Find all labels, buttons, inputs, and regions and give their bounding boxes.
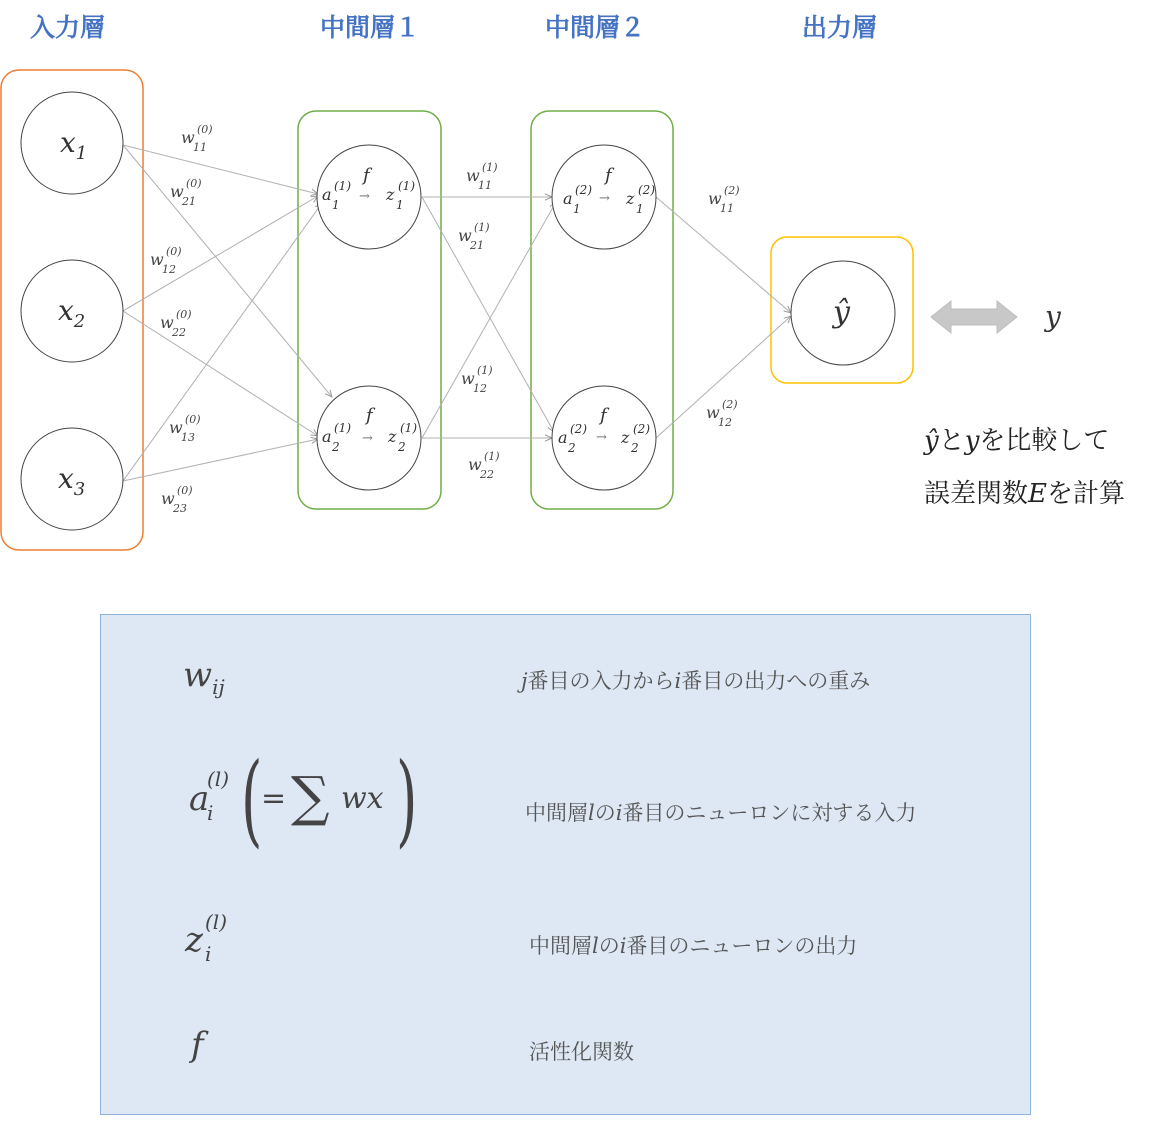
h2-1-a-sup: (2) xyxy=(575,183,592,197)
h1-1-arrow: → xyxy=(359,189,370,204)
edge-x1-h11 xyxy=(123,145,318,194)
weight-w1-12 xyxy=(461,364,493,395)
edge-x2-h12 xyxy=(123,311,318,436)
h2-2-a-label: a xyxy=(558,428,568,447)
node-x1-label: $x_1$ xyxy=(60,126,88,164)
h2-1-z-sup: (2) xyxy=(638,183,655,197)
svg-text:13: 13 xyxy=(181,431,195,444)
svg-text:w: w xyxy=(708,189,722,208)
svg-text:w: w xyxy=(161,489,175,508)
node-yhat-label: ŷ xyxy=(833,295,850,330)
h2-2-z-label: z xyxy=(621,428,630,447)
svg-text:12: 12 xyxy=(162,263,176,276)
h1-2-f-label: f xyxy=(366,405,373,426)
h2-1-a-label: a xyxy=(563,189,573,208)
h1-2-z-sup: (1) xyxy=(400,421,417,435)
svg-text:12: 12 xyxy=(473,382,487,395)
svg-text:(0): (0) xyxy=(197,123,213,136)
legend-z-sup: (l) xyxy=(205,910,228,934)
weight-w0-21 xyxy=(170,177,202,208)
svg-text:(1): (1) xyxy=(482,161,498,174)
svg-text:w: w xyxy=(181,128,195,147)
legend-f-symbol: f xyxy=(191,1025,204,1065)
svg-text:(0): (0) xyxy=(186,177,202,190)
h1-1-f-label: f xyxy=(363,165,370,186)
svg-text:w: w xyxy=(461,369,475,388)
svg-text:11: 11 xyxy=(193,141,207,154)
legend-a-wx: wx xyxy=(341,781,384,816)
svg-text:21: 21 xyxy=(182,195,196,208)
legend-w-description: j番目の入力からi番目の出力への重み xyxy=(521,669,871,693)
svg-text:11: 11 xyxy=(478,179,492,192)
h1-1-z-sub: 1 xyxy=(396,198,404,212)
node-x2-label: $x_2$ xyxy=(58,294,86,332)
h1-1-z-label: z xyxy=(386,185,395,204)
svg-text:22: 22 xyxy=(480,468,494,481)
legend-a-sum: ∑ xyxy=(291,765,330,828)
svg-text:22: 22 xyxy=(172,326,186,339)
svg-text:(0): (0) xyxy=(176,308,192,321)
edge-h12-h21 xyxy=(422,202,556,438)
hidden-layer-2-title: 中間層２ xyxy=(545,13,646,42)
weight-w0-23 xyxy=(161,484,193,515)
h2-2-a-sub: 2 xyxy=(568,441,576,455)
h1-1-a-sup: (1) xyxy=(334,179,351,193)
svg-text:11: 11 xyxy=(720,202,734,215)
weight-w0-13 xyxy=(169,413,201,444)
weight-w2-12 xyxy=(706,398,738,429)
h2-2-arrow: → xyxy=(596,430,607,445)
edge-x3-h12 xyxy=(123,439,318,481)
svg-text:(1): (1) xyxy=(484,450,500,463)
h1-2-a-sup: (1) xyxy=(334,421,351,435)
legend-z-symbol: z xyxy=(185,920,203,960)
legend-z-sub: i xyxy=(205,942,212,966)
note-compare: ŷとyを比較して xyxy=(924,426,1110,456)
svg-text:w: w xyxy=(458,226,472,245)
weight-w0-22 xyxy=(160,308,192,339)
svg-text:(2): (2) xyxy=(722,398,738,411)
svg-text:w: w xyxy=(706,403,720,422)
legend-a-sup: (l) xyxy=(207,767,230,791)
h2-2-z-sub: 2 xyxy=(631,441,639,455)
h1-2-z-label: z xyxy=(388,427,397,446)
h1-1-a-label: a xyxy=(322,185,332,204)
legend-a-open-paren: ( xyxy=(241,741,263,858)
svg-text:(1): (1) xyxy=(477,364,493,377)
weight-w1-11 xyxy=(466,161,498,192)
svg-text:w: w xyxy=(468,455,482,474)
weight-w2-11 xyxy=(708,184,740,215)
legend-a-equals: = xyxy=(261,781,287,816)
svg-text:(2): (2) xyxy=(724,184,740,197)
edge-x3-h11 xyxy=(123,203,322,481)
svg-text:(0): (0) xyxy=(177,484,193,497)
h1-2-z-sub: 2 xyxy=(398,440,406,454)
svg-text:21: 21 xyxy=(470,239,484,252)
target-y-label: y xyxy=(1045,300,1061,333)
h2-2-f-label: f xyxy=(600,405,607,426)
h2-1-a-sub: 1 xyxy=(573,202,581,216)
h2-1-z-label: z xyxy=(626,189,635,208)
h1-2-a-sub: 2 xyxy=(332,440,340,454)
legend-a-close-paren: ) xyxy=(396,741,418,858)
h2-2-a-sup: (2) xyxy=(570,422,587,436)
legend-f-description: 活性化関数 xyxy=(529,1040,634,1064)
svg-text:w: w xyxy=(169,418,183,437)
svg-text:w: w xyxy=(160,313,174,332)
weight-w1-22 xyxy=(468,450,500,481)
legend-a-symbol: a xyxy=(189,779,210,819)
svg-text:w: w xyxy=(466,166,480,185)
svg-text:23: 23 xyxy=(173,502,187,515)
note-error-function: 誤差関数Eを計算 xyxy=(924,479,1126,509)
hidden-layer-1-title: 中間層１ xyxy=(320,13,421,42)
h1-2-a-label: a xyxy=(322,427,332,446)
output-layer-title: 出力層 xyxy=(802,13,878,42)
h2-1-arrow: → xyxy=(599,191,610,206)
svg-text:(1): (1) xyxy=(474,221,490,234)
svg-text:(0): (0) xyxy=(185,413,201,426)
h1-1-a-sub: 1 xyxy=(332,198,340,212)
legend-a-sub: i xyxy=(207,801,214,825)
node-x3-label: $x_3$ xyxy=(58,462,86,500)
h1-2-arrow: → xyxy=(362,431,373,446)
svg-text:w: w xyxy=(170,182,184,201)
compare-double-arrow-icon xyxy=(931,301,1017,333)
h1-1-z-sup: (1) xyxy=(398,179,415,193)
legend-z-description: 中間層lのi番目のニューロンの出力 xyxy=(529,934,858,958)
legend-a-description: 中間層lのi番目のニューロンに対する入力 xyxy=(525,801,917,825)
legend-w-symbol: $w_{ij}$ xyxy=(183,655,225,699)
svg-text:12: 12 xyxy=(718,416,732,429)
input-layer-title: 入力層 xyxy=(30,13,106,42)
h2-2-z-sup: (2) xyxy=(633,422,650,436)
legend-box xyxy=(100,614,1031,1115)
weight-w0-11 xyxy=(181,123,213,154)
svg-text:(0): (0) xyxy=(166,245,182,258)
h2-1-z-sub: 1 xyxy=(636,202,644,216)
weight-w1-21 xyxy=(458,221,490,252)
weight-w0-12 xyxy=(150,245,182,276)
edge-x1-h12 xyxy=(123,145,332,397)
svg-text:w: w xyxy=(150,250,164,269)
h2-1-f-label: f xyxy=(605,165,612,186)
